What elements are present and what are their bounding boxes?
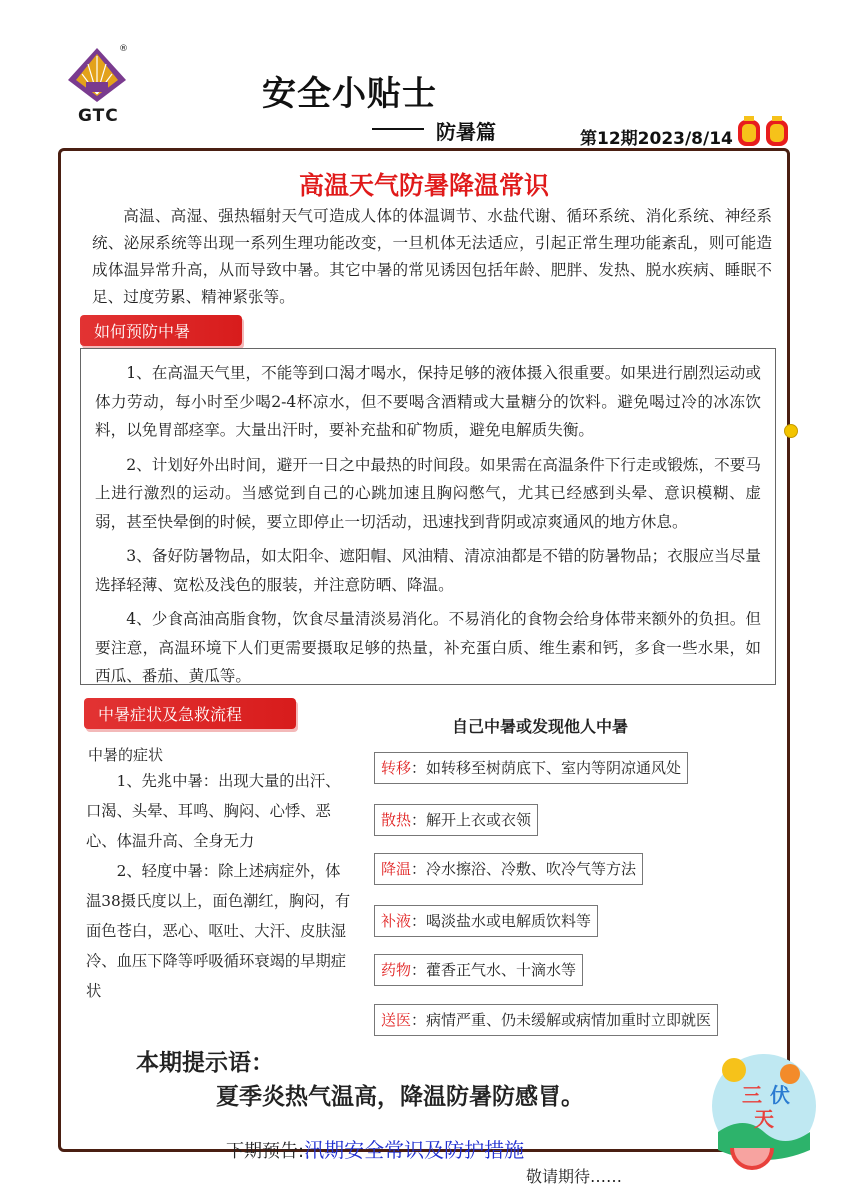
- prevention-box: [80, 348, 776, 685]
- await-text: 敬请期待……: [526, 1167, 623, 1186]
- prevention-item: 4、少食高油高脂食物，饮食尽量清淡易消化。不易消化的食物会给身体带来额外的负担。但要注意，高温环境下人们更需要摄取足够的热量，补充蛋白质、维生素和钙，多食一些水果，如西瓜、番茄、黄瓜等。: [95, 610, 761, 685]
- prevention-item: 1、在高温天气里，不能等到口渴才喝水，保持足够的液体摄入很重要。如果进行剧烈运动或体力劳动，每小时至少喝2-4杯凉水，但不要喝含酒精或大量糖分的饮料。避免喝过冷的冰冻饮料，以免胃部痉挛。大量出汗时，要补充盐和矿物质，避免电解质失衡。: [95, 364, 761, 439]
- symptoms-list: [86, 766, 352, 1006]
- first-aid-step: [374, 752, 688, 784]
- step-text: ：藿香正气水、十滴水等: [411, 961, 577, 979]
- first-aid-step: [374, 804, 538, 836]
- intro-paragraph: 高温、高湿、强热辐射天气可造成人体的体温调节、水盐代谢、循环系统、消化系统、神经系统、泌尿系统等出现一系列生理功能改变，一旦机体无法适应，引起正常生理功能紊乱，则可能造成体温异常升高，从而导致中暑。其它中暑的常见诱因包括年龄、肥胖、发热、脱水疾病、睡眠不足、过度劳累、精神紧张等。: [92, 207, 772, 306]
- intro-heading: 高温天气防暑降温常识: [298, 171, 549, 200]
- summer-badge-icon: [704, 1040, 824, 1172]
- next-issue-label: 下期预告:: [226, 1141, 305, 1162]
- tip-label: 本期提示语：: [136, 1050, 274, 1076]
- step-text: ：解开上衣或衣领: [411, 811, 532, 829]
- issue-date: 第12期2023/8/14: [580, 129, 733, 149]
- step-text: ：病情严重、仍未缓解或病情加重时立即就医: [411, 1011, 712, 1029]
- prevention-item: 3、备好防暑物品，如太阳伞、遮阳帽、风油精、清凉油都是不错的防暑物品；衣服应当尽量选择轻薄、宽松及浅色的服装，并注意防晒、降温。: [95, 547, 761, 594]
- tip-text: 夏季炎热气温高，降温防暑防感冒。: [216, 1084, 584, 1110]
- badge-char: 三: [742, 1083, 762, 1107]
- step-key: 送医: [381, 1011, 412, 1029]
- step-key: 药物: [381, 961, 412, 979]
- logo-text: GTC: [78, 106, 119, 126]
- registered-mark: ®: [119, 44, 128, 54]
- badge-char: 伏: [770, 1083, 790, 1107]
- step-text: ：如转移至树荫底下、室内等阴凉通风处: [411, 759, 682, 777]
- badge-char: 天: [754, 1107, 774, 1131]
- page-title: 安全小贴士: [262, 74, 437, 114]
- first-aid-title: 自己中暑或发现他人中暑: [452, 717, 629, 736]
- step-key: 降温: [381, 860, 412, 878]
- next-issue: [226, 1134, 524, 1163]
- first-aid-step: [374, 853, 643, 885]
- page-subtitle: 防暑篇: [436, 120, 496, 144]
- symptoms-title: 中暑的症状: [88, 746, 164, 764]
- symptom-item: 2、轻度中暑：除上述病症外，体温38摄氏度以上，面色潮红，胸闷，有面色苍白，恶心、呕吐、大汗、皮肤湿冷、血压下降等呼吸循环衰竭的早期症状: [86, 862, 351, 1000]
- step-text: ：冷水擦浴、冷敷、吹冷气等方法: [411, 860, 637, 878]
- prevention-tag: 如何预防中暑: [80, 315, 242, 346]
- next-issue-topic: 汛期安全常识及防护措施: [304, 1138, 525, 1162]
- step-key: 散热: [381, 811, 412, 829]
- step-key: 补液: [381, 912, 412, 930]
- symptom-item: 1、先兆中暑：出现大量的出汗、口渴、头晕、耳鸣、胸闷、心悸、恶心、体温升高、全身无力: [86, 772, 341, 850]
- prevention-item: 2、计划好外出时间，避开一日之中最热的时间段。如果需在高温条件下行走或锻炼，不要马上进行激烈的运动。当感觉到自己的心跳加速且胸闷憋气，尤其已经感到头晕、意识模糊、虚弱，甚至快晕倒的时候，要立即停止一切活动，迅速找到背阴或凉爽通风的地方休息。: [95, 455, 761, 531]
- symptoms-tag: 中暑症状及急救流程: [84, 698, 296, 729]
- logo-fan-icon: [68, 48, 126, 102]
- first-aid-step: [374, 954, 583, 986]
- subtitle-dash: [372, 128, 424, 130]
- yellow-dot-icon: [784, 424, 798, 438]
- first-aid-step: [374, 1004, 718, 1036]
- step-text: ：喝淡盐水或电解质饮料等: [411, 912, 592, 930]
- step-key: 转移: [381, 759, 412, 777]
- first-aid-step: [374, 905, 598, 937]
- lantern-icon: [736, 110, 792, 148]
